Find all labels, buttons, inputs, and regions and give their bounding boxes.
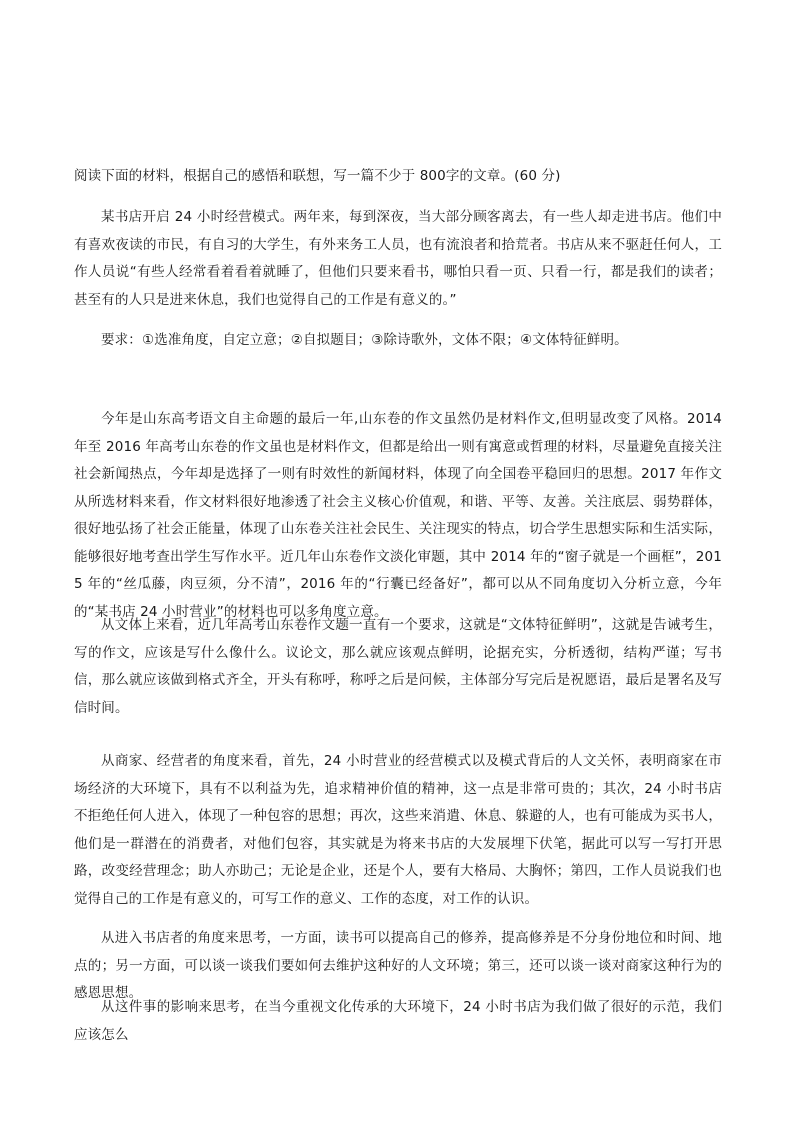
- analysis-paragraph-genre: 从文体上来看，近几年高考山东卷作文题一直有一个要求，这就是“文体特征鲜明”，这就是告诫考生，写的作文，应该是写什么像什么。议论文，那么就应该观点鲜明，论据充实，分析透彻，结构严谨；写书信，那么就应该做到格式齐全，开头有称呼，称呼之后是问候，主体部分写完后是祝愿语，最后是署名及写信时间。: [74, 617, 722, 716]
- analysis-paragraph-merchant: 从商家、经营者的角度来看，首先，24 小时营业的经营模式以及模式背后的人文关怀，表明商家在市场经济的大环境下，具有不以利益为先，追求精神价值的精神，这一点是非常可贵的；其次，24 小时书店不拒绝任何人进入，体现了一种包容的思想；再次，这些来消遣、休息、躲避的人，也有可能成为买书人，他们是一群潜在的消费者，对他们包容，其实就是为将来书店的大发展埋下伏笔，据此可以写一写打开思路，改变经营理念；助人亦助己；无论是企业，还是个人，要有大格局、大胸怀；第四，工作人员说我们也觉得自己的工作是有意义的，可写工作的意义、工作的态度，对工作的认识。: [74, 753, 722, 907]
- analysis-paragraph-reader: 从进入书店者的角度来思考，一方面，读书可以提高自己的修养，提高修养是不分身份地位和时间、地点的；另一方面，可以谈一谈我们要如何去维护这种好的人文环境；第三，还可以谈一谈对商家这种行为的感恩思想。: [74, 930, 722, 1001]
- analysis-paragraph-background: 今年是山东高考语文自主命题的最后一年,山东卷的作文虽然仍是材料作文,但明显改变了风格。2014 年至 2016 年高考山东卷的作文虽也是材料作文，但都是给出一则有寓意或哲理的材料，尽量避免直接关注社会新闻热点，今年却是选择了一则有时效性的新闻材料，体现了向全国卷平稳回归的思想。2017 年作文从所选材料来看，作文材料很好地渗透了社会主义核心价值观，和谐、平等、友善。关注底层、弱势群体，很好地弘扬了社会正能量，体现了山东卷关注社会民生、关注现实的特点，切合学生思想实际和生活实际，能够很好地考查出学生写作水平。近几年山东卷作文淡化审题，其中 2014 年的“窗子就是一个画框”，2015 年的“丝瓜藤，肉豆须，分不清”，2016 年的“行囊已经备好”，都可以从不同角度切入分析立意，今年的“某书店 24 小时营业”的材料也可以多角度立意。: [74, 411, 722, 620]
- question-material: 某书店开启 24 小时经营模式。两年来，每到深夜，当大部分顾客离去，有一些人却走进书店。他们中有喜欢夜读的市民，有自习的大学生，有外来务工人员，也有流浪者和拾荒者。书店从来不驱赶任何人，工作人员说“有些人经常看着看着就睡了，但他们只要来看书，哪怕只看一页、只看一行，都是我们的读者；甚至有的人只是进来休息，我们也觉得自己的工作是有意义的。”: [74, 209, 722, 308]
- question-requirements: 要求：①选准角度，自定立意；②自拟题目；③除诗歌外，文体不限；④文体特征鲜明。: [101, 332, 628, 348]
- analysis-paragraph-impact: 从这件事的影响来思考，在当今重视文化传承的大环境下，24 小时书店为我们做了很好的示范，我们应该怎么: [74, 999, 722, 1043]
- question-prompt: 阅读下面的材料，根据自己的感悟和联想，写一篇不少于 800字的文章。(60 分): [74, 168, 561, 184]
